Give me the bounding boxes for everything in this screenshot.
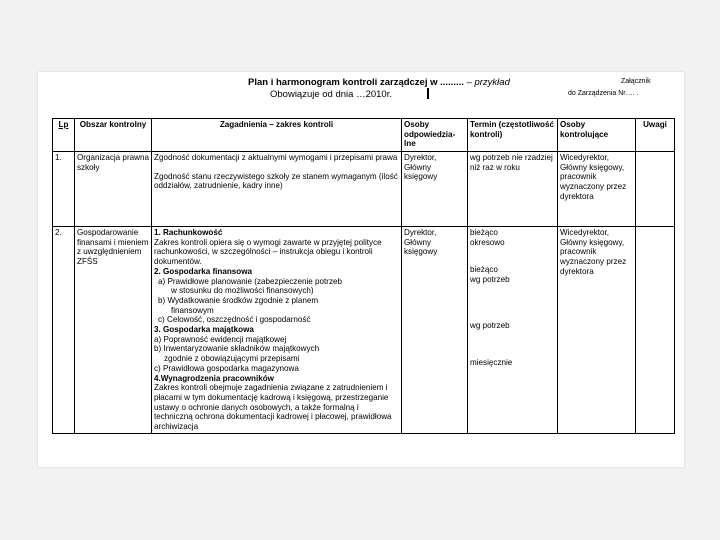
list-item: c) Celowość, oszczędność i gospodarność (158, 315, 311, 325)
table-header-row (53, 119, 675, 152)
deadline-line: bieżąco (470, 265, 498, 275)
section-title: 2. Gospodarka finansowa (154, 266, 253, 276)
title-text: Plan i harmonogram kontroli zarządczej w ......... (248, 77, 464, 88)
section-text: Zakres kontroli opiera się o wymogi zawarte w przyjętej polityce rachunkowości, w szczególności – instrukcja obiegu i kontroli dokumentów. (154, 237, 382, 267)
cell-area: Organizacja prawna szkoły (75, 152, 152, 227)
deadline-line: bieżąco (470, 228, 498, 237)
cell-deadline (468, 227, 558, 434)
deadline-line: wg potrzeb (470, 320, 510, 330)
cell-lp: 1. (53, 152, 75, 227)
list-item: finansowym (171, 305, 214, 315)
annex-reference: do Zarządzenia Nr…. . (568, 90, 639, 97)
title-example: – przykład (466, 77, 510, 88)
topic-line: Zgodność dokumentacji z aktualnymi wymogami i przepisami prawa (154, 153, 398, 162)
header-area: Obszar kontrolny (75, 119, 152, 152)
header-responsible: Osoby odpowiedzia-lne (402, 119, 468, 152)
list-item: b) Wydatkowanie środków zgodnie z planem (158, 295, 319, 305)
list-item: a) Prawidłowe planowanie (zabezpieczenie potrzeb (158, 276, 343, 286)
deadline-line: okresowo (470, 237, 505, 247)
cell-notes (636, 152, 675, 227)
deadline-line: wg potrzeb (470, 275, 510, 285)
header-topics: Zagadnienia – zakres kontroli (152, 119, 402, 152)
cell-responsible: Dyrektor, Główny księgowy (402, 227, 468, 434)
list-item: b) Inwentaryzowanie składników majątkowych (154, 344, 320, 354)
cell-controllers: Wicedyrektor, Główny księgowy, pracownik wyznaczony przez dyrektora (558, 227, 636, 434)
cell-responsible: Dyrektor, Główny księgowy (402, 152, 468, 227)
list-item: c) Prawidłowa gospodarka magazynowa (154, 363, 299, 373)
text-cursor (427, 88, 429, 99)
list-item: a) Poprawność ewidencji majątkowej (154, 334, 287, 344)
cell-notes (636, 227, 675, 434)
table-row (53, 152, 675, 227)
annex-label: Załącznik (621, 78, 651, 85)
header-controllers: Osoby kontrolujące (558, 119, 636, 152)
section-title: 4.Wynagrodzenia pracowników (154, 373, 274, 383)
cell-topics (152, 227, 402, 434)
section-text: Zakres kontroli obejmuje zagadnienia związane z zatrudnieniem i płacami w tym dokumentację kadrową i księgową, przestrzeganie ustawy o ochronie danych osobowych, a także formalną i techniczną ochrona dokumentacji kadrowej i płacowej, prawidłowa archiwizacja (154, 383, 392, 432)
header-deadline: Termin (częstotliwość kontroli) (468, 119, 558, 152)
cell-lp: 2. (53, 227, 75, 434)
cell-topics (152, 152, 402, 227)
topic-line: Zgodność stanu rzeczywistego szkoły ze stanem wymaganym (ilość oddziałów, zatrudnienie, kadry inne) (154, 171, 398, 191)
control-plan-table (52, 118, 675, 434)
document-subtitle: Obowiązuje od dnia …2010r. (270, 89, 392, 100)
cell-controllers: Wicedyrektor, Główny księgowy, pracownik wyznaczony przez dyrektora (558, 152, 636, 227)
list-item: zgodnie z obowiązującymi przepisami (164, 354, 300, 364)
document-title (248, 77, 510, 88)
header-lp: Lp (53, 119, 75, 152)
section-title: 1. Rachunkowość (154, 228, 223, 237)
deadline-line: miesięcznie (470, 357, 513, 367)
document-page (38, 72, 684, 467)
header-notes: Uwagi (636, 119, 675, 152)
table-row (53, 227, 675, 434)
list-item: w stosunku do możliwości finansowych) (171, 286, 314, 296)
cell-deadline: wg potrzeb nie rzadziej niż raz w roku (468, 152, 558, 227)
cell-area: Gospodarowanie finansami i mieniem z uwzględnieniem ZFŚS (75, 227, 152, 434)
section-title: 3. Gospodarka majątkowa (154, 325, 254, 335)
